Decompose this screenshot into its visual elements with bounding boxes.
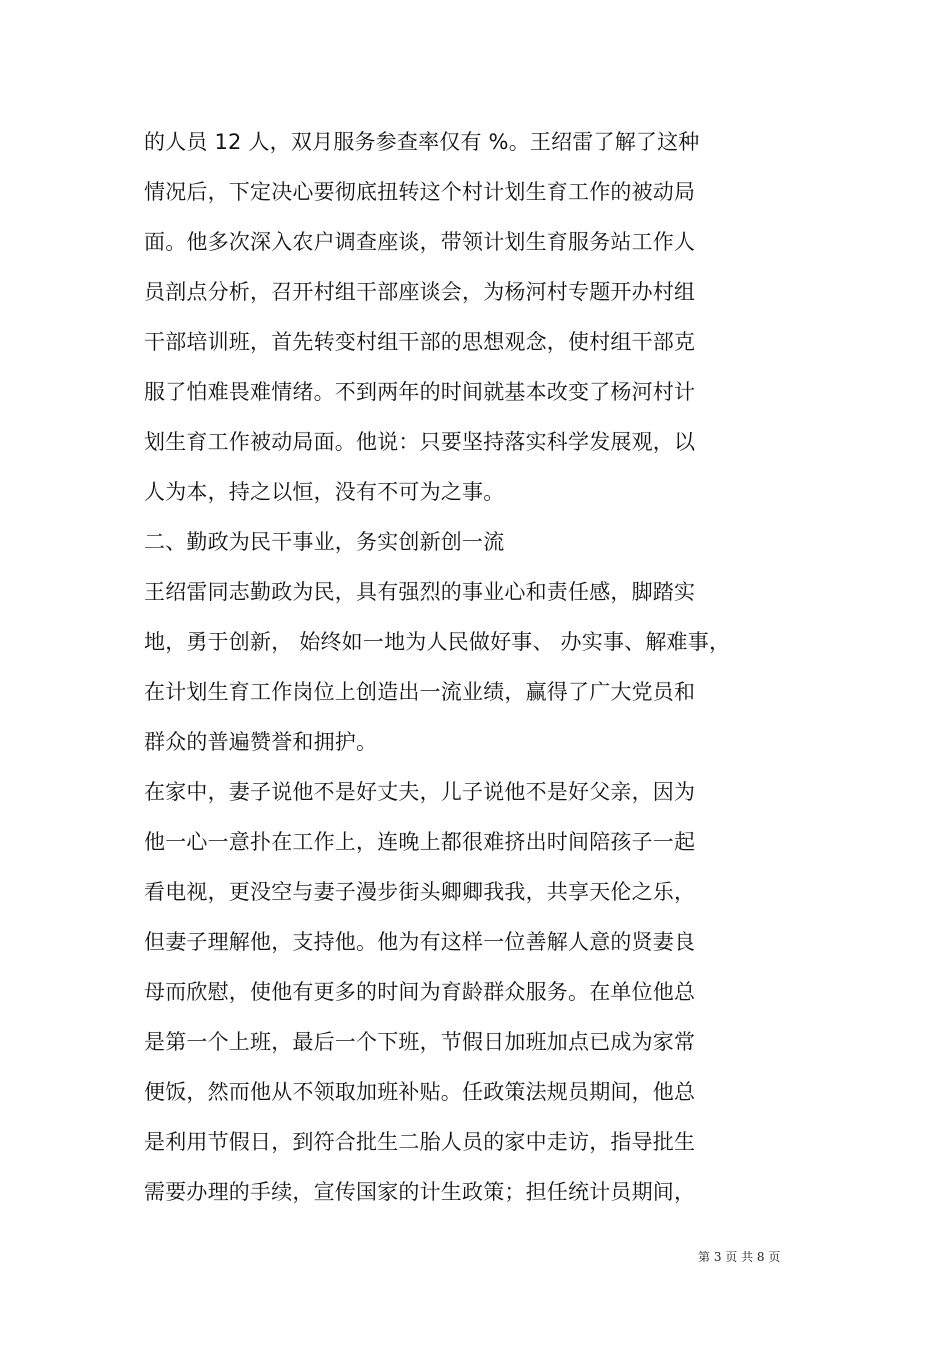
text-line: 情况后，下定决心要彻底扭转这个村计划生育工作的被动局 [144,180,696,204]
text-line: 服了怕难畏难情绪。不到两年的时间就基本改变了杨河村计 [144,380,696,404]
text-line: 王绍雷同志勤政为民，具有强烈的事业心和责任感，脚踏实 [144,580,696,604]
text-line: 地，勇于创新， 始终如一地为人民做好事、 办实事、解难事， [144,630,731,654]
text-line: 是第一个上班，最后一个下班，节假日加班加点已成为家常 [144,1030,696,1054]
text-line: 员剖点分析，召开村组干部座谈会，为杨河村专题开办村组 [144,280,696,304]
text-line: 群众的普遍赞誉和拥护。 [144,730,378,754]
text-line: 干部培训班，首先转变村组干部的思想观念，使村组干部克 [144,330,696,354]
section-heading: 二、勤政为民干事业，务实创新创一流 [144,530,505,554]
text-line: 面。他多次深入农户调查座谈，带领计划生育服务站工作人 [144,230,696,254]
text-line: 看电视，更没空与妻子漫步街头卿卿我我，共享天伦之乐， [144,880,696,904]
text-line: 划生育工作被动局面。他说：只要坚持落实科学发展观，以 [144,430,696,454]
text-line: 是利用节假日，到符合批生二胎人员的家中走访，指导批生 [144,1130,696,1154]
text-line: 人为本，持之以恒，没有不可为之事。 [144,480,505,504]
page-number: 第 3 页 共 8 页 [698,1250,781,1264]
text-line: 他一心一意扑在工作上，连晚上都很难挤出时间陪孩子一起 [144,830,696,854]
text-line: 需要办理的手续，宣传国家的计生政策；担任统计员期间， [144,1180,696,1204]
text-line: 的人员 12 人，双月服务参查率仅有 %。王绍雷了解了这种 [144,130,700,154]
text-line: 在计划生育工作岗位上创造出一流业绩，赢得了广大党员和 [144,680,696,704]
text-line: 但妻子理解他，支持他。他为有这样一位善解人意的贤妻良 [144,930,696,954]
text-line: 便饭，然而他从不领取加班补贴。任政策法规员期间，他总 [144,1080,696,1104]
text-line: 在家中，妻子说他不是好丈夫，儿子说他不是好父亲，因为 [144,780,696,804]
body-text [144,117,804,1217]
text-line: 母而欣慰，使他有更多的时间为育龄群众服务。在单位他总 [144,980,696,1004]
